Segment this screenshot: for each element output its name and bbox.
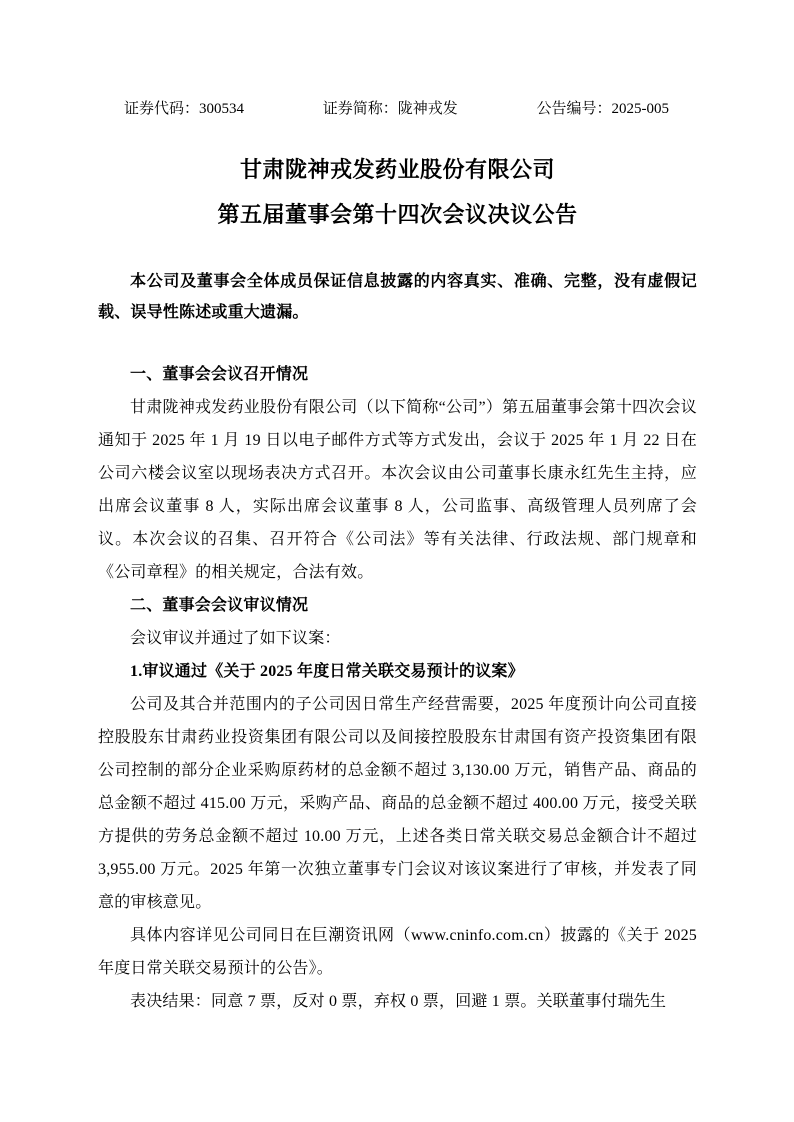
announcement-number-value: 2025-005: [611, 101, 669, 117]
stock-code: [124, 98, 244, 120]
announcement-number: [536, 98, 669, 120]
announcement-title: 第五届董事会第十四次会议决议公告: [217, 202, 578, 227]
section1-body: 甘肃陇神戎发药业股份有限公司（以下简称“公司”）第五届董事会第十四次会议通知于 2025 年 1 月 19 日以电子邮件方式等方式发出，会议于 2025 年 1 月 22 日在公司六楼会议室以现场表决方式召开。本次会议由公司董事长康永红先生主持，应出席会议董事 8 人，实际出席会议董事 8 人，公司监事、高级管理人员列席了会议。本次会议的召集、召开符合《公司法》等有关法律、行政法规、部门规章和《公司章程》的相关规定，合法有效。: [98, 399, 697, 581]
stock-name-label: 证券简称：: [322, 101, 398, 117]
item1-disclosure-reference: 具体内容详见公司同日在巨潮资讯网（www.cninfo.com.cn）披露的《关于 2025 年度日常关联交易预计的公告》。: [98, 927, 697, 977]
document-header: [98, 98, 697, 120]
item1-heading: 1.审议通过《关于 2025 年度日常关联交易预计的议案》: [130, 663, 524, 680]
stock-name: [323, 98, 458, 120]
item1-vote-result: 表决结果：同意 7 票，反对 0 票，弃权 0 票，回避 1 票。关联董事付瑞先生: [130, 993, 667, 1010]
section2-heading: 二、董事会会议审议情况: [130, 597, 309, 614]
announcement-number-label: 公告编号：: [536, 101, 612, 117]
disclosure-statement: 本公司及董事会全体成员保证信息披露的内容真实、准确、完整，没有虚假记载、误导性陈述或重大遗漏。: [98, 273, 697, 321]
stock-name-value: 陇神戎发: [397, 101, 458, 117]
stock-code-value: 300534: [199, 101, 245, 117]
section1-heading: 一、董事会会议召开情况: [130, 366, 309, 383]
item1-body: 公司及其合并范围内的子公司因日常生产经营需要，2025 年度预计向公司直接控股股东甘肃药业投资集团有限公司以及间接控股股东甘肃国有资产投资集团有限公司控制的部分企业采购原药材的总金额不超过 3,130.00 万元，销售产品、商品的总金额不超过 415.00 万元，采购产品、商品的总金额不超过 400.00 万元，接受关联方提供的劳务总金额不超过 10.00 万元，上述各类日常关联交易总金额合计不超过 3,955.00 万元。2025 年第一次独立董事专门会议对该议案进行了审核，并发表了同意的审核意见。: [98, 696, 697, 911]
stock-code-label: 证券代码：: [124, 101, 200, 117]
company-name-title: 甘肃陇神戎发药业股份有限公司: [239, 157, 555, 182]
section2-intro: 会议审议并通过了如下议案：: [130, 630, 341, 647]
